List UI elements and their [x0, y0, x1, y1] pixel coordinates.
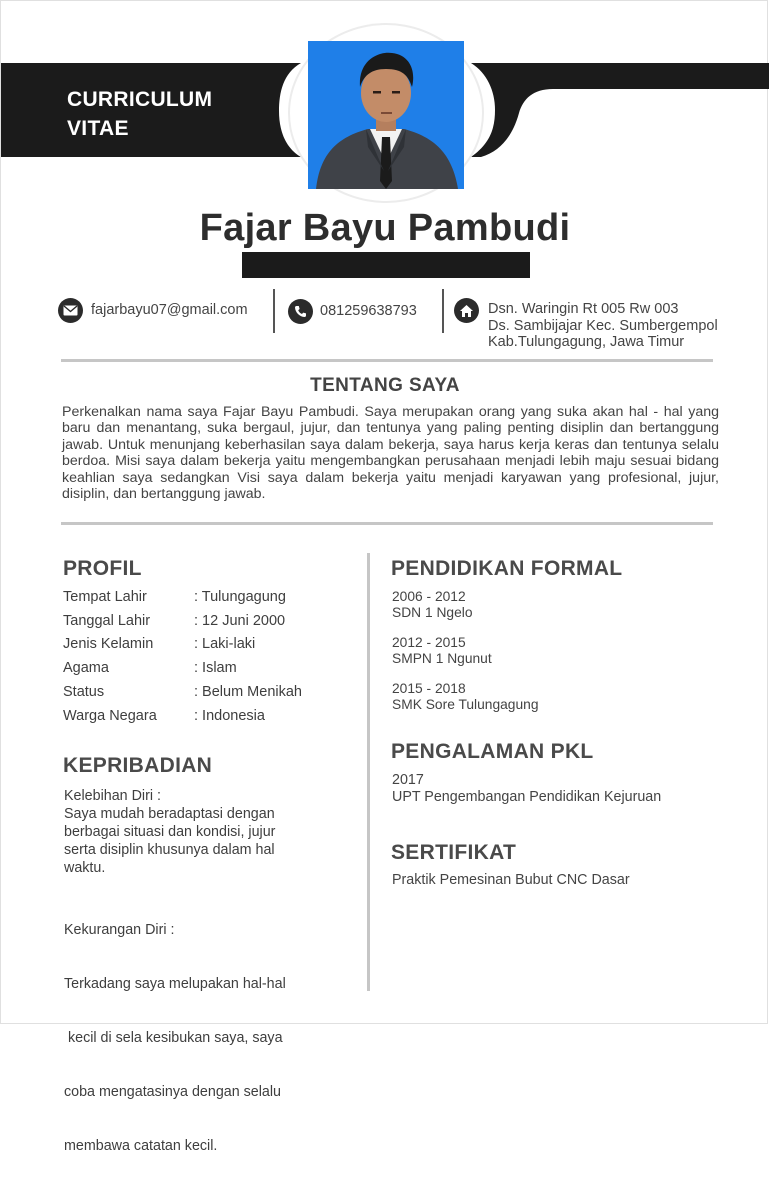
profil-value: : Islam [194, 660, 237, 676]
pkl-title: PENGALAMAN PKL [391, 740, 594, 763]
section-divider [61, 359, 713, 362]
kekurangan-line: Terkadang saya melupakan hal-hal [64, 976, 286, 992]
profil-label: Jenis Kelamin [63, 636, 154, 652]
address-text [488, 301, 718, 351]
profil-label: Warga Negara [63, 708, 157, 724]
education-item [392, 589, 473, 620]
education-years: 2006 - 2012 [392, 589, 466, 604]
profil-value: : Laki-laki [194, 636, 256, 652]
education-item [392, 681, 539, 712]
education-years: 2012 - 2015 [392, 635, 466, 650]
profil-label: Tempat Lahir [63, 589, 147, 605]
email-icon [58, 298, 83, 323]
education-item [392, 635, 492, 666]
sertifikat-item: Praktik Pemesinan Bubut CNC Dasar [392, 872, 630, 888]
pendidikan-title: PENDIDIKAN FORMAL [391, 557, 623, 580]
phone-text: 081259638793 [320, 303, 417, 319]
about-title: TENTANG SAYA [310, 375, 460, 396]
address-line: Kab.Tulungagung, Jawa Timur [488, 334, 685, 350]
home-icon [454, 298, 479, 323]
profil-value: : Tulungagung [194, 589, 286, 605]
education-school: SMPN 1 Ngunut [392, 650, 492, 666]
pkl-item [392, 772, 661, 806]
kekurangan-line: coba mengatasinya dengan selalu [64, 1084, 281, 1100]
cv-title [67, 85, 212, 143]
education-years: 2015 - 2018 [392, 681, 466, 696]
profile-photo [308, 41, 464, 189]
education-school: SMK Sore Tulungagung [392, 696, 539, 712]
profil-label: Agama [63, 660, 109, 676]
education-school: SDN 1 Ngelo [392, 604, 473, 620]
profil-label: Tanggal Lahir [63, 613, 151, 629]
section-divider [61, 522, 713, 525]
kekurangan-line: kecil di sela kesibukan saya, saya [64, 1030, 283, 1046]
pkl-place: UPT Pengembangan Pendidikan Kejuruan [392, 789, 662, 805]
profil-value: : Belum Menikah [194, 684, 302, 700]
full-name: Fajar Bayu Pambudi [199, 207, 571, 249]
kelebihan-line: serta disiplin khusunya dalam hal [64, 842, 275, 858]
kekurangan-block [64, 885, 286, 1191]
kelebihan-line: Saya mudah beradaptasi dengan [64, 806, 275, 822]
name-underline-bar [242, 252, 530, 278]
kelebihan-line: berbagai situasi dan kondisi, jujur [64, 824, 276, 840]
profil-value: : 12 Juni 2000 [194, 613, 286, 629]
contact-divider [273, 289, 275, 333]
kelebihan-block [64, 787, 275, 877]
cv-title-line1: CURRICULUM [67, 88, 213, 111]
profil-title: PROFIL [63, 557, 142, 580]
column-divider [367, 553, 370, 991]
phone-icon [288, 299, 313, 324]
kekurangan-line: membawa catatan kecil. [64, 1138, 218, 1154]
cv-title-line2: VITAE [67, 117, 129, 140]
kekurangan-label: Kekurangan Diri : [64, 922, 175, 938]
kelebihan-line: waktu. [64, 860, 106, 876]
sertifikat-title: SERTIFIKAT [391, 841, 517, 864]
contact-divider [442, 289, 444, 333]
kepribadian-title: KEPRIBADIAN [63, 754, 213, 777]
address-line: Ds. Sambijajar Kec. Sumbergempol [488, 317, 718, 334]
profil-label: Status [63, 684, 105, 700]
about-text: Perkenalkan nama saya Fajar Bayu Pambudi. Saya merupakan orang yang suka akan hal - hal yang baru dan menantang, suka bergaul, jujur, dan tentunya yang paling penting disiplin dan bertanggung jawab. Untuk menunjang keberhasilan saya dalam bekerja, saya harus kerja keras dan tentunya selalu berdoa. Misi saya dalam bekerja yaitu mengembangkan perusahaan menjadi lebih maju sesuai bidang keahlian saya sedangkan Visi saya dalam bekerja yaitu menjadi karyawan yang profesional, jujur, disiplin, dan bertanggung jawab. [62, 404, 719, 503]
kelebihan-label: Kelebihan Diri : [64, 788, 161, 804]
address-line: Dsn. Waringin Rt 005 Rw 003 [488, 301, 679, 317]
email-text: fajarbayu07@gmail.com [91, 302, 248, 318]
pkl-year: 2017 [392, 772, 424, 788]
profil-value: : Indonesia [194, 708, 265, 724]
person-portrait-icon [308, 41, 464, 189]
